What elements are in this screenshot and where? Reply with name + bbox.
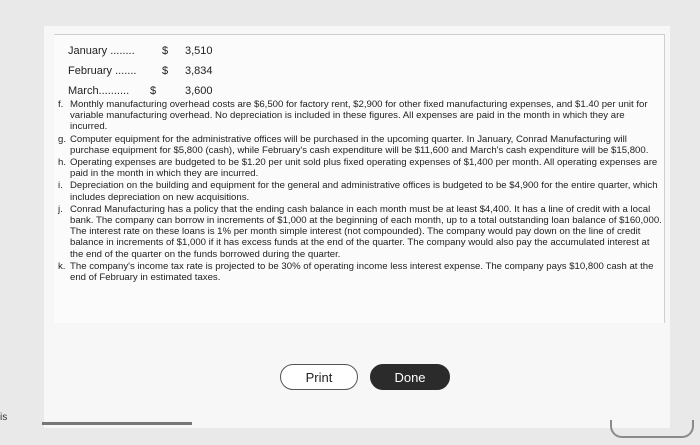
- item-text: Computer equipment for the administrative offices will be purchased in the upcoming quarter. In January, Conrad Manufacturing will purchase equipment for $5,800 (cash), while February's cash expenditure will be $11,600 and March's cash expenditure will be $15,800.: [70, 133, 649, 156]
- problem-items: [58, 99, 664, 284]
- problem-text-panel: [54, 34, 665, 323]
- dollar-sign: $: [162, 45, 169, 57]
- item-f: [58, 99, 664, 133]
- item-letter: k.: [58, 260, 66, 272]
- item-i: [58, 180, 664, 202]
- month-row-january: [68, 45, 268, 65]
- month-label: March..........: [68, 85, 130, 97]
- item-letter: i.: [58, 180, 63, 192]
- item-h: [58, 157, 664, 179]
- month-amount: 3,600: [185, 85, 213, 97]
- bottom-bar-fragment: [42, 422, 192, 429]
- done-button[interactable]: Done: [370, 364, 450, 390]
- item-text: Conrad Manufacturing has a policy that the ending cash balance in each month must be at least $4,400. It has a line of credit with a local bank. The company can borrow in increments of $1,000 at the beginning of each month, up to a total outstanding loan balance of $160,000. The interest rate on these loans is 1% per month simple interest (not compounded). The company would pay down on the line of credit balance in increments of $1,000 if it has excess funds at the end of the quarter. The company would also pay the accumulated interest at the end of the quarter on the funds borrowed during the quarter.: [70, 203, 662, 260]
- bottom-right-button-fragment[interactable]: [610, 420, 694, 438]
- dollar-sign: $: [162, 65, 169, 77]
- item-letter: j.: [58, 203, 63, 215]
- problem-modal: [44, 26, 670, 428]
- print-button[interactable]: Print: [280, 364, 358, 390]
- item-letter: h.: [58, 157, 67, 169]
- month-row-february: [68, 65, 268, 85]
- item-text: Operating expenses are budgeted to be $1.20 per unit sold plus fixed operating expenses of $1,400 per month. All operating expenses are paid in the month in which they are incurred.: [70, 157, 658, 180]
- dollar-sign: $: [150, 85, 157, 97]
- monthly-schedule: [68, 45, 268, 105]
- month-amount: 3,510: [185, 45, 213, 57]
- item-text: Monthly manufacturing overhead costs are $6,500 for factory rent, $2,900 for other fixed manufacturing expenses, and $1.40 per unit for variable manufacturing overhead. No depreciation is included in these figures. All expenses are paid in the month in which they are incurred.: [70, 99, 648, 133]
- item-letter: f.: [58, 99, 64, 110]
- item-text: Depreciation on the building and equipment for the general and administrative offices is budgeted to be $4,900 for the entire quarter, which includes depreciation on new acquisitions.: [70, 180, 658, 203]
- item-letter: g.: [58, 133, 67, 145]
- month-label: February .......: [68, 65, 137, 77]
- edge-text: is: [0, 412, 8, 423]
- item-j: [58, 204, 664, 260]
- month-label: January ........: [68, 45, 135, 57]
- item-g: [58, 134, 664, 156]
- month-amount: 3,834: [185, 65, 213, 77]
- item-text: The company's income tax rate is projected to be 30% of operating income less interest expense. The company pays $10,800 cash at the end of February in estimated taxes.: [70, 260, 654, 284]
- item-k: [58, 261, 664, 283]
